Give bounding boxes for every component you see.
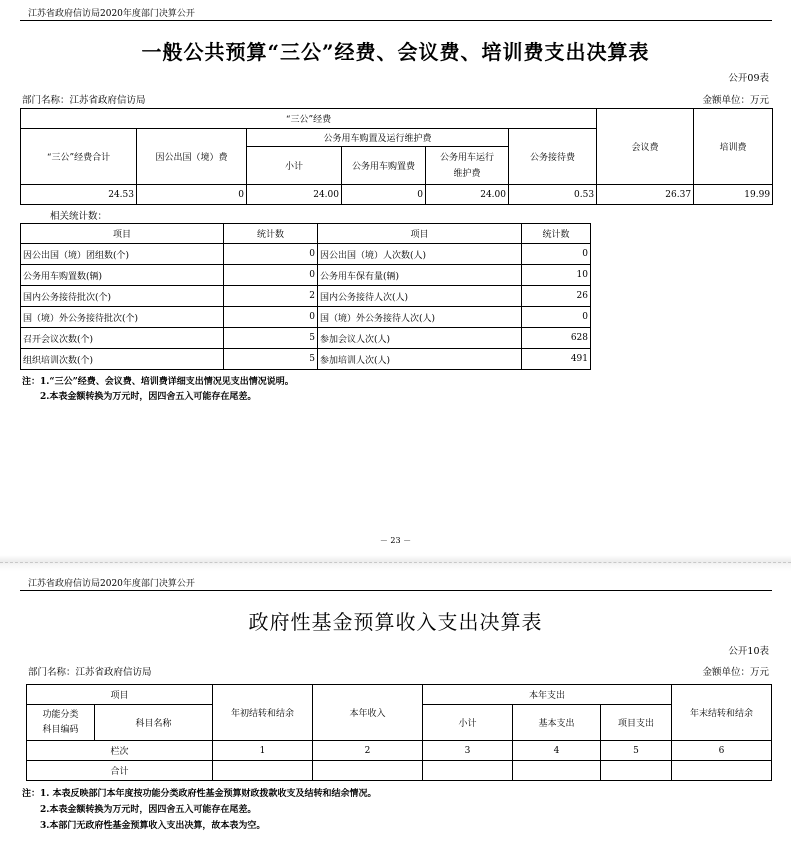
stats-value: 10 xyxy=(522,265,591,286)
stats-item-header: 项目 xyxy=(318,224,522,244)
table-row xyxy=(21,349,591,370)
table-row xyxy=(27,761,772,781)
table-row xyxy=(21,185,773,205)
reception-fee-header: 公务接待费 xyxy=(509,129,597,185)
stats-item-header: 项目 xyxy=(21,224,224,244)
stats-item: 召开会议次数(个) xyxy=(21,328,224,349)
page-header: 江苏省政府信访局2020年度部门决算公开 xyxy=(28,579,195,589)
basic-expense-header: 基本支出 xyxy=(513,705,601,741)
sangong-total-header: “三公”经费合计 xyxy=(21,129,137,185)
page-separator xyxy=(0,555,791,571)
training-fee-header: 培训费 xyxy=(694,109,773,185)
page-separator-line xyxy=(0,562,791,563)
begin-balance-header: 年初结转和结余 xyxy=(213,685,313,741)
total-cell xyxy=(513,761,601,781)
stats-item: 国内公务接待批次(个) xyxy=(21,286,224,307)
stats-item: 参加培训人次(人) xyxy=(318,349,522,370)
value-reception: 0.53 xyxy=(509,185,597,205)
related-stats-table xyxy=(20,223,591,370)
stats-value: 0 xyxy=(224,307,318,328)
function-code-header-line1: 功能分类 xyxy=(42,709,79,720)
total-cell xyxy=(601,761,672,781)
item-header: 项目 xyxy=(27,685,213,705)
stats-value: 5 xyxy=(224,328,318,349)
expense-subtotal-header: 小计 xyxy=(423,705,513,741)
total-cell xyxy=(423,761,513,781)
total-cell xyxy=(672,761,772,781)
total-cell xyxy=(213,761,313,781)
function-code-header-line2: 科目编码 xyxy=(42,724,79,735)
column-index: 2 xyxy=(313,741,423,761)
year-expense-header: 本年支出 xyxy=(423,685,672,705)
value-abroad: 0 xyxy=(137,185,247,205)
stats-value: 26 xyxy=(522,286,591,307)
column-index: 4 xyxy=(513,741,601,761)
stats-value: 491 xyxy=(522,349,591,370)
stats-value: 5 xyxy=(224,349,318,370)
stats-count-header: 统计数 xyxy=(224,224,318,244)
value-vehicle-purchase: 0 xyxy=(342,185,426,205)
stats-item: 因公出国（境）人次数(人) xyxy=(318,244,522,265)
note-1: 注：1.“三公”经费、会议费、培训费详细支出情况见支出情况说明。 xyxy=(22,377,294,387)
header-rule xyxy=(20,20,772,21)
table-row xyxy=(21,328,591,349)
stats-value: 0 xyxy=(224,265,318,286)
value-vehicle-operation: 24.00 xyxy=(426,185,509,205)
subject-name-header: 科目名称 xyxy=(95,705,213,741)
stats-value: 0 xyxy=(224,244,318,265)
function-code-header xyxy=(27,705,95,741)
stats-item: 因公出国（境）团组数(个) xyxy=(21,244,224,265)
table-code: 公开09表 xyxy=(728,73,769,84)
vehicle-operation-header-line1: 公务用车运行 xyxy=(439,152,494,163)
end-balance-header: 年末结转和结余 xyxy=(672,685,772,741)
table-code: 公开10表 xyxy=(728,646,769,657)
page-title: 政府性基金预算收入支出决算表 xyxy=(248,610,543,634)
stats-item: 公务用车保有量(辆) xyxy=(318,265,522,286)
vehicle-operation-header xyxy=(426,147,509,185)
table-row xyxy=(21,265,591,286)
stats-item: 国（境）外公务接待批次(个) xyxy=(21,307,224,328)
header-rule xyxy=(20,590,772,591)
meeting-fee-header: 会议费 xyxy=(597,109,694,185)
sangong-expense-table xyxy=(20,108,773,205)
amount-unit: 金额单位：万元 xyxy=(702,667,769,678)
year-income-header: 本年收入 xyxy=(313,685,423,741)
vehicle-purchase-header: 公务用车购置费 xyxy=(342,147,426,185)
column-index-label: 栏次 xyxy=(27,741,213,761)
stats-value: 628 xyxy=(522,328,591,349)
value-meeting: 26.37 xyxy=(597,185,694,205)
column-index: 3 xyxy=(423,741,513,761)
note-1: 注：1. 本表反映部门本年度按功能分类政府性基金预算财政拨款收支及结转和结余情况。 xyxy=(22,789,377,799)
column-index: 1 xyxy=(213,741,313,761)
project-expense-header: 项目支出 xyxy=(601,705,672,741)
page-header: 江苏省政府信访局2020年度部门决算公开 xyxy=(28,9,195,19)
vehicle-subtotal-header: 小计 xyxy=(247,147,342,185)
stats-value: 2 xyxy=(224,286,318,307)
stats-label: 相关统计数： xyxy=(50,211,108,222)
note-2: 2.本表金额转换为万元时，因四舍五入可能存在尾差。 xyxy=(40,805,257,815)
page-title: 一般公共预算“三公”经费、会议费、培训费支出决算表 xyxy=(141,40,650,64)
government-fund-table xyxy=(26,684,772,781)
value-vehicle-subtotal: 24.00 xyxy=(247,185,342,205)
table-row xyxy=(21,307,591,328)
note-3: 3.本部门无政府性基金预算收入支出决算，故本表为空。 xyxy=(40,821,266,831)
amount-unit: 金额单位：万元 xyxy=(702,95,769,106)
table-row xyxy=(27,741,772,761)
abroad-fee-header: 因公出国（境）费 xyxy=(137,129,247,185)
stats-count-header: 统计数 xyxy=(522,224,591,244)
stats-value: 0 xyxy=(522,244,591,265)
stats-item: 国内公务接待人次(人) xyxy=(318,286,522,307)
note-2: 2.本表金额转换为万元时，因四舍五入可能存在尾差。 xyxy=(40,392,257,402)
sangong-group-header: “三公”经费 xyxy=(21,109,597,129)
stats-item: 组织培训次数(个) xyxy=(21,349,224,370)
vehicle-operation-header-line2: 维护费 xyxy=(453,168,481,179)
stats-item: 国（境）外公务接待人次(人) xyxy=(318,307,522,328)
total-cell xyxy=(313,761,423,781)
stats-item: 参加会议人次(人) xyxy=(318,328,522,349)
page-number: － 23 － xyxy=(379,536,412,545)
table-row xyxy=(21,286,591,307)
value-training: 19.99 xyxy=(694,185,773,205)
column-index: 6 xyxy=(672,741,772,761)
department-name: 部门名称：江苏省政府信访局 xyxy=(22,95,146,106)
value-sangong-total: 24.53 xyxy=(21,185,137,205)
stats-value: 0 xyxy=(522,307,591,328)
stats-item: 公务用车购置数(辆) xyxy=(21,265,224,286)
column-index: 5 xyxy=(601,741,672,761)
table-row xyxy=(21,244,591,265)
vehicle-group-header: 公务用车购置及运行维护费 xyxy=(247,129,509,147)
total-label: 合计 xyxy=(27,761,213,781)
department-name: 部门名称：江苏省政府信访局 xyxy=(28,667,152,678)
